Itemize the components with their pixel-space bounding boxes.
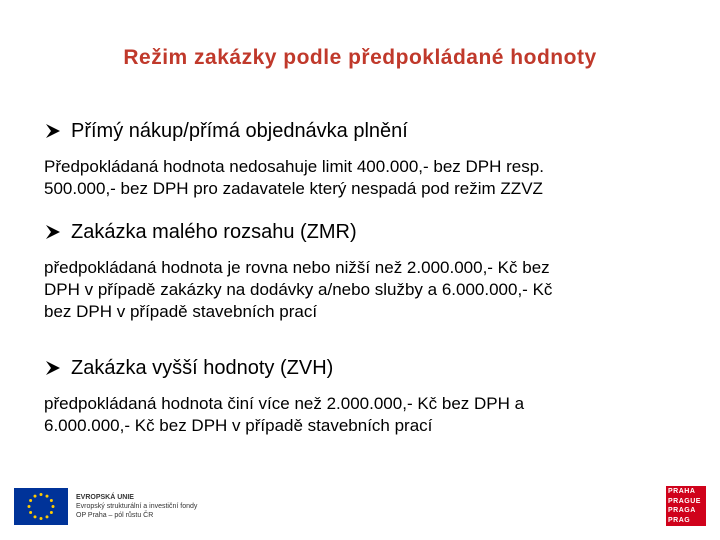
praha-logo-line: PRAG — [668, 516, 691, 524]
eu-star — [29, 499, 32, 502]
praha-logo-line: PRAGA — [668, 507, 696, 514]
eu-text — [76, 493, 197, 520]
section-heading-text: Zakázka vyšší hodnoty (ZVH) — [71, 357, 334, 379]
praha-logo-line: PRAGUE — [668, 497, 701, 505]
eu-star — [28, 505, 31, 508]
praha-logo-line: PRAHA — [668, 488, 696, 495]
eu-star — [40, 493, 43, 496]
section-heading — [44, 355, 684, 381]
section-heading-text: Přímý nákup/přímá objednávka plnění — [71, 120, 408, 142]
eu-flag-icon — [14, 488, 68, 525]
eu-program-line: OP Praha – pól růstu ČR — [76, 512, 154, 519]
eu-star — [46, 515, 49, 518]
section-direct-purchase — [44, 118, 684, 200]
section-body — [44, 257, 684, 323]
eu-logo-block — [14, 488, 197, 525]
section-zmr — [44, 219, 684, 323]
eu-name: EVROPSKÁ UNIE — [76, 494, 134, 501]
eu-star — [34, 495, 37, 498]
section-body — [44, 156, 684, 200]
arrow-bullet-icon — [44, 359, 62, 377]
section-zvh — [44, 355, 684, 437]
eu-fund-line: Evropský strukturální a investiční fondy — [76, 503, 198, 510]
eu-star — [52, 505, 55, 508]
eu-star — [50, 499, 53, 502]
eu-star — [34, 515, 37, 518]
body-line: Předpokládaná hodnota nedosahuje limit 400.000,- bez DPH resp. — [44, 157, 544, 176]
body-line: bez DPH v případě stavebních prací — [44, 302, 318, 321]
arrow-bullet-icon — [44, 223, 62, 241]
slide-title: Režim zakázky podle předpokládané hodnoty — [123, 46, 597, 69]
praha-logo — [666, 486, 706, 526]
eu-star — [46, 495, 49, 498]
section-heading-text: Zakázka malého rozsahu (ZMR) — [71, 221, 357, 243]
section-heading — [44, 118, 684, 144]
body-line: 500.000,- bez DPH pro zadavatele který nespadá pod režim ZZVZ — [44, 179, 543, 198]
body-line: předpokládaná hodnota činí více než 2.000.000,- Kč bez DPH a — [44, 394, 525, 413]
body-line: DPH v případě zakázky na dodávky a/nebo služby a 6.000.000,- Kč — [44, 280, 553, 299]
arrow-bullet-icon — [44, 122, 62, 140]
eu-star — [29, 511, 32, 514]
section-body — [44, 393, 684, 437]
section-heading — [44, 219, 684, 245]
eu-star — [50, 511, 53, 514]
eu-star — [40, 517, 43, 520]
body-line: 6.000.000,- Kč bez DPH v případě stavebních prací — [44, 416, 433, 435]
body-line: předpokládaná hodnota je rovna nebo nižší než 2.000.000,- Kč bez — [44, 258, 550, 277]
